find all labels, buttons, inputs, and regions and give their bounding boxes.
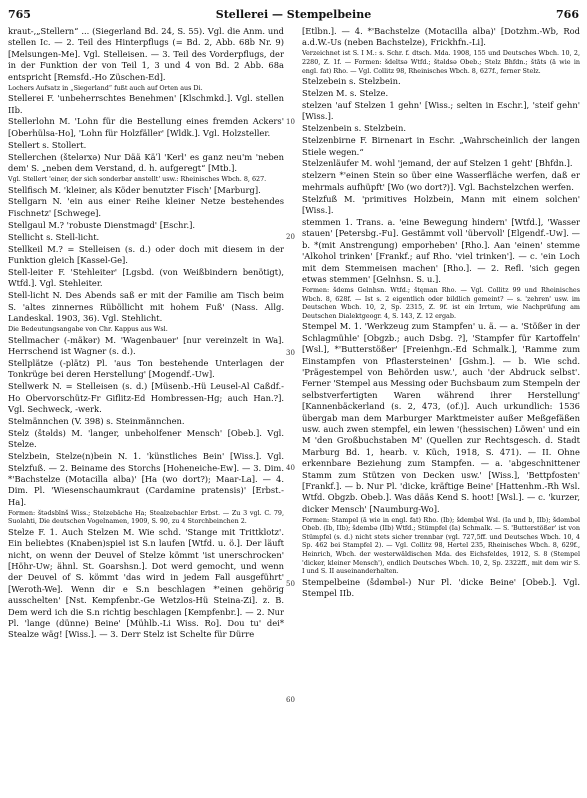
page-number-right: 766 [556,7,579,21]
dictionary-entry: Stelmännchen (V. 398) s. Steinmännchen. [8,415,185,426]
dictionary-entry: Stempelbeine (šdǝmbǝl-) Nur Pl. 'dicke Beine' [Obeb.]. Vgl. Stempel IIb. [302,576,580,599]
entry-note: Formen: Stampel (ā wie in engl. fat) Rho. (Ib); šdemḅəl Wsl. (Ia und b, IIb); šdǝmbǝl Obeb. (Ib, IIb); šdembǝ (IIb) Wtfd.; Stümpfel (Ia) Schmalk. — S. 'Butterstößer' ist von Stümpfel (s. d.) nicht stets sicher trennbar (vgl. 727,5ff. und Deutsches Wbch. 10, 4 Sp. 462 bei Stampfel 2). — Vgl. Collitz 98, Hertel 235, Rheinisches Wbch. 8, 629f., Heinrich, Wbch. der westerwäldischen Mda. des Eichsfeldes, 1912, S. 8 (Stempel 'dicker, kleiner Mensch'), endlich Deutsches Wbch. 10, 2, Sp. 2322ff., mit dem wir S. I und S. II auseinanderhalten. [302,515,580,576]
dictionary-entry: Stelzen M. s. Stelze. [302,88,389,98]
left-column [8,26,284,794]
dictionary-entry: Stell-leiter F. 'Stehleiter' [Lgsbd. (von Weißbindern benötigt), Wtfd.]. Vgl. Stehleiter. [8,266,284,289]
dictionary-entry: Stelz (štəlds) M. 'langer, unbeholfener Mensch' [Obeb.]. Vgl. Stelze. [8,427,284,450]
dictionary-entry: Stell-licht N. Des Abends saß er mit der Familie am Tisch beim S. 'altes zinnernes Rüböllicht mit hohem Fuß' (Nass. Allg. Landeskal. 1903, 36). Vgl. Stehlicht. [8,290,284,324]
dictionary-entry: Stempel M. 1. 'Werkzeug zum Stampfen' u. ä. — a. 'Stößer in der Schlagmühle' [Obgzb.; auch Dsbg. ?], 'Stampfer für Kartoffeln' [Wsl.], *'Butterstößer' [Freienhgn.-Ed Schmalk.], 'Ramme zum Einstampfen von Pflastersteinen' [Gshm.]. — b. Wie schd. 'Prägestempel von Behörden usw.', auch 'der Abdruck selbst'. Ferner 'Stempel aus Messing oder Buchsbaum zum Stempeln der selbstverfertigten Waren während ihrer Herstellung' [Kannenbäckerland (s. 2, 473, (of.)]. Auch urkundlich: 1536 übergab man dem Marburger Marktmeister außer Meßgefäßen usw. auch zwen stempfel, ein lewen '(hessischen) Löwen' und ein M 'den Großbuchstaben M' (Quellen zur Rechtsgesch. d. Stadt Marburg Bd. 1, hearb. v. Küch, 1918, S. 471). — II. Ohne erkennbare Beziehung zum Stampfen. — a. 'abgeschnittener Stamm zum Stützen von Decken usw.' [Wiss.], 'Bettpfosten' [Frankf.]. — b. Nur Pl. 'dicke, kräftige Beine' [Hattenhm.-Rh Wsl. Wtfd. Obgzb. Obeb.]. Was dääs Kend S. hoot! [Wsl.]. — c. 'kurzer, dicker Mensch' [Naumburg-Wo]. [302,321,580,514]
dictionary-entry: stelzern *'einen Stein so über eine Wasserfläche werfen, daß er mehrmals aufhüpft' [Wo (wo dort?)]. Vgl. Bachstelzchen werfen. [302,170,580,192]
line-number: 60 [286,696,295,704]
dictionary-entry: [Etlbn.]. — 4. *'Bachstelze (Motacilla alba)' [Dotzhm.-Wb, Rod a.d.W.-Us (neben Bachstelze), Frickhfn.-Li]. [302,26,580,48]
line-number: 20 [286,233,295,241]
entry-note: Vgl. Stellert 'einer, der sich sonderbar anstellt' usw.: Rheinisches Wbch. 8, 627. [8,174,267,183]
dictionary-entry: Stellerchen (štelərxə) Nur Dää Käʹl 'Kerl' es ganz neu'm 'neben dem' S. „neben dem Verstand, d. h. aufgeregt“ [Mtb.]. [8,151,284,174]
dictionary-entry: Stellgaul M.? 'robuste Dienstmagd' [Eschr.]. [8,219,196,230]
entry-note: Lochers Aufsatz in „Siegerland“ fußt auch auf Orten aus Di. [8,83,203,92]
right-column [302,26,580,794]
dictionary-entry: Stellwerk N. = Stelleisen (s. d.) [Müsenb.-Hü Leusel-Al Caßdf.-Ho Obervorschütz-Fr Giflitz-Ed Hombressen-Hg; auch Han.?]. Vgl. Sechweck, -werk. [8,381,284,414]
line-number: 40 [286,464,295,472]
line-number: 10 [286,118,295,126]
dictionary-entry: Stelzfuß M. 'primitives Holzbein, Mann mit einem solchen' [Wiss.]. [302,193,580,216]
dictionary-entry: Stelzenbirne F. Birnenart in Eschr. „Wahrscheinlich der langen Stiele wegen.“ [302,135,580,157]
dictionary-entry: kraut-,„Stellern“ ... (Siegerland Bd. 24, S. 55). Vgl. die Anm. und stellen Ic. — 2. Teil des Hinterpflugs (= Bd. 2, Abb. 68b Nr. 9) [Melsungen-Me]. Vgl. Stelleisen. — 3. Teil des Vorderpflugs, der in der Funktion der von Teil 1, 3 und 4 von Bd. 2 Abb. 68a entspricht [Remsfd.-Ho Züschen-Ed]. [8,26,284,82]
dictionary-entry: Stelze F. 1. Auch Stelzen M. Wie schd. 'Stange mit Trittklotz'. Ein beliebtes (Knaben)spiel ist S.n laufen [Wtfd. u. ö.]. Der läuft nicht, on wenn der Deuvel of Stelze kömmt 'ist unerschrocken' [Höhr-Uw; ähnl. St. Goarshsn.]. Dot werd gemocht, und wenn der Deuvel of S. kömmt 'das wird in jedem Fall ausgeführt' [Weroth-We]. Wenn dir e S.n beschlagen *'einen gehörig ausschelten' [Nst. Kempfenbr.-Ge Wetzlos-Hü Steina-Zi]. z. B. Dem werd ich die S.n richtig beschlagen [Kempfenbr.]. — 2. Nur Pl. 'lange (dünne) Beine' [Mühlb.-Li Wiss. Ro]. Dou tu' dei* Stealze wäg! [Wiss.]. — 3. Derr Stelz ist Schelte für Dürre [8,526,284,640]
entry-note: Formen: šdems Gelnhsn. Wtfd.; štęman Rho. — Vgl. Collitz 99 und Rheinisches Wbch. 8, 628f. — Ist s. 2 eigentlich oder bildlich gemeint? — s. 'zehren' usw. im Deutschen Wbch. 10, 2, Sp. 2315, Z. 9f. ist ein Irrtum, wie Nachprüfung am Deutschen Dialektgeogr. 4, S. 143, Z. 12 ergab. [302,285,580,320]
dictionary-entry: Stelzbein, Stelze(n)bein N. 1. 'künstliches Bein' [Wiss.]. Vgl. Stelzfuß. — 2. Beiname des Storchs [Hoheneiche-Ew]. — 3. Dim. *'Bachstelze (Motacilla alba)' [Ha (wo dort?); Maar-La]. — 4. Dim. Pl. 'Wiesenschaumkraut (Cardamine pratensis)' [Erbst.-Ha]. [8,451,284,507]
line-number: 50 [286,580,295,588]
entry-note: Formen: štǝdsbīnš Wiss.; Stelzebäche Ha; Stealzebachler Erbst. — Zu 3 vgl. C. 79, Suolahti, Die deutschen Vogelnamen, 1909, S. 90, zu 4 Storchbeinchen 2. [8,508,284,526]
entry-note: Verzeichnet ist S. I M.: s. Schr. f. dtsch. Mda. 1908, 155 und Deutsches Wbch. 10, 2, 2280, Z. 1f. — Formen: šdeltsə Wtfd.; štǝldsə Obeb.; Stelz Bhfdn.; štāts (ā wie in engl. fat) Rho. — Vgl. Collitz 98, Rheinisches Wbch. 8, 627f., ferner Stelz. [302,49,580,75]
page-header [8,6,579,22]
line-number-gutter [284,26,302,794]
dictionary-entry: Stelzenbein s. Stelzbein. [302,123,406,134]
dictionary-entry: Stellplätze (-plätz) Pl. 'aus Ton bestehende Unterlagen der Tonkrüge bei deren Herstellung' [Mogendf.-Uw]. [8,357,284,380]
running-title: Stellerei — Stempelbeine [215,7,372,21]
line-number: 30 [286,349,295,357]
page-number-left: 765 [8,7,31,21]
dictionary-entry: Stellfisch M. 'kleiner, als Köder benutzter Fisch' [Marburg]. [8,184,261,195]
dictionary-entry: stelzen 'auf Stelzen 1 gehn' [Wiss.; selten in Eschr.], 'steif gehn' [Wiss.]. [302,99,580,122]
dictionary-entry: stemmen 1. Trans. a. 'eine Bewegung hindern' [Wtfd.], 'Wasser stauen' [Petersbg.-Fu]. Gestämmt voll 'übervoll' [Elgendf.-Uw]. — b. *(mit Anstrengung) emporheben' [Rho.]. Aan 'einen' stemme 'Alkohol trinken' [Frankf.; auf Rho. 'viel trinken']. — c. 'ein Loch mit dem Stemmeisen machen' [Rho.]. — 2. Refl. 'sich gegen etwas stemmen' [Gelnhsn. S. u.]. [302,216,580,284]
dictionary-entry: Stelzenläufer M. wohl 'jemand, der auf Stelzen 1 geht' [Bhfdn.]. [302,158,573,169]
dictionary-entry: Stelzebein s. Stelzbein. [302,76,401,87]
dictionary-entry: Stellert s. Stollert. [8,139,87,150]
dictionary-entry: Stellerei F. 'unbeherrschtes Benehmen' [Klschmkd.]. Vgl. stellen IIb. [8,93,284,115]
dictionary-entry: Stellerlohn M. 'Lohn für die Bestellung eines fremden Ackers' [Oberhülsa-Ho], 'Lohn für Holzfäller' [Wldk.]. Vgl. Holzsteller. [8,116,284,138]
dictionary-entry: Stellmacher (-mäkər) M. 'Wagenbauer' [nur vereinzelt in Wa]. Herrschend ist Wagner (s. d.). [8,334,284,356]
dictionary-entry: Stellkeil M.? = Stelleisen (s. d.) oder doch mit diesem in der Funktion gleich [Kassel-Ge]. [8,243,284,265]
dictionary-entry: Stellgarn N. 'ein aus einer Reihe kleiner Netze bestehendes Fischnetz' [Schwege]. [8,196,284,218]
dictionary-entry: Stellicht s. Stell-licht. [8,231,100,242]
entry-note: Die Bedeutungsangabe von Chr. Kappus aus Wsl. [8,324,168,333]
